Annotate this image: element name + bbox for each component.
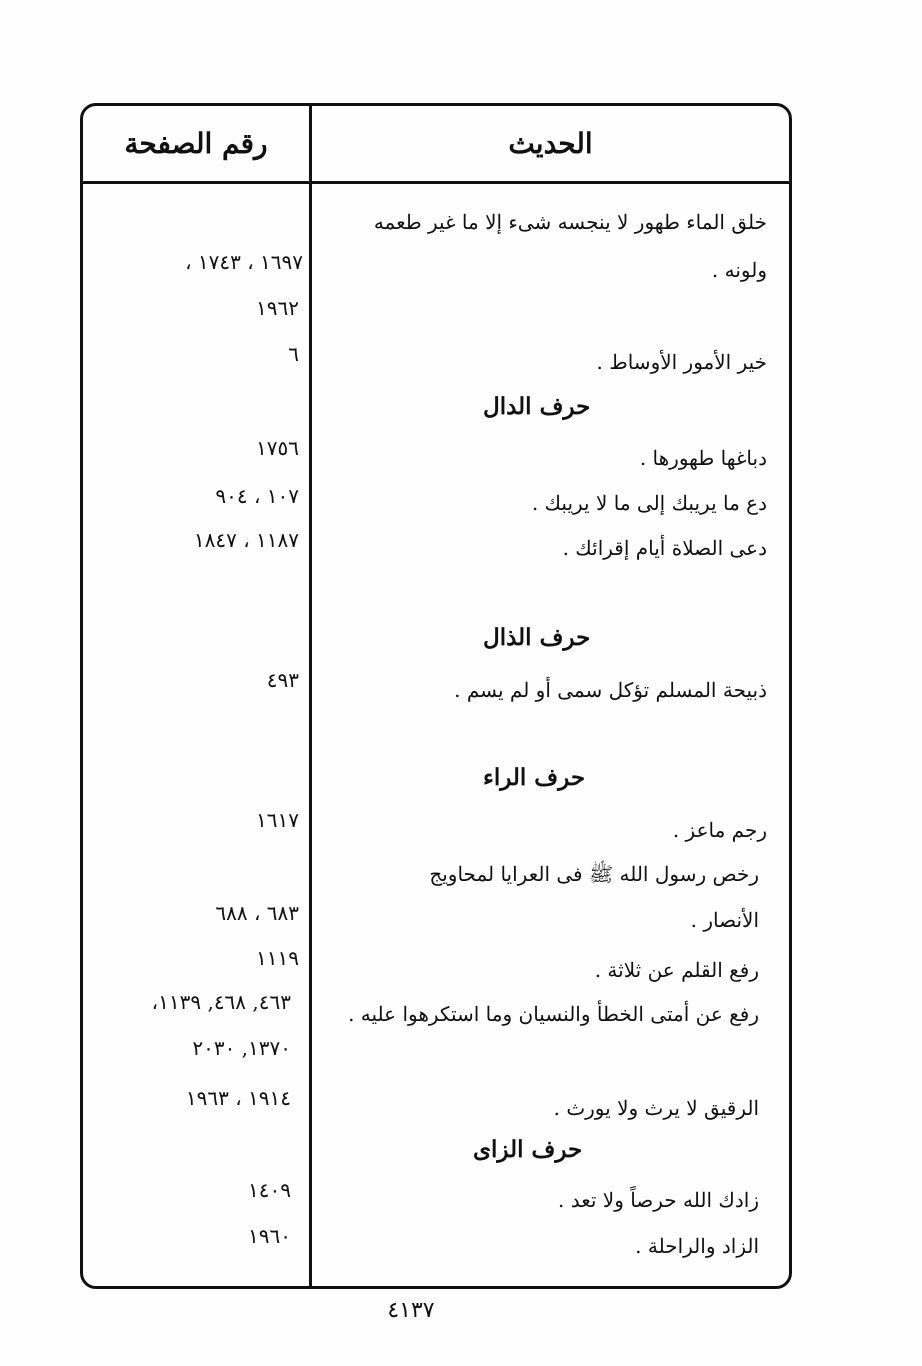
index-table-frame — [80, 103, 792, 1289]
page-refs: ٤٩٣ — [266, 668, 299, 692]
header-page-number — [83, 106, 309, 181]
page-refs: ١٩١٤ ، ١٩٦٣ — [185, 1086, 291, 1110]
section-heading: حرف الدال — [483, 393, 591, 420]
page-refs: ١١١٩ — [256, 946, 299, 970]
page-refs: ١١٨٧ ، ١٨٤٧ — [193, 528, 299, 552]
page-refs: ٦ — [288, 342, 299, 366]
page-refs: ١٦١٧ — [256, 808, 299, 832]
page-refs: ٦٨٣ ، ٦٨٨ — [215, 901, 299, 925]
hadith-line: خير الأمور الأوساط . — [596, 350, 767, 374]
page-refs: ١٩٦٠ — [248, 1224, 291, 1248]
hadith-line: رفع عن أمتى الخطأ والنسيان وما استكرهوا عليه . — [348, 1002, 759, 1026]
hadith-line: الأنصار . — [690, 908, 759, 932]
header-page-label: رقم الصفحة — [124, 127, 268, 160]
section-heading: حرف الذال — [483, 624, 591, 651]
section-heading: حرف الراء — [483, 764, 586, 791]
page-number — [0, 1298, 922, 1323]
page-refs: ١٩٦٢ — [256, 296, 299, 320]
hadith-line: رفع القلم عن ثلاثة . — [594, 958, 759, 982]
hadith-line: رجم ماعز . — [672, 818, 767, 842]
header-rule — [83, 181, 789, 184]
page-refs: ٤٦٣, ٤٦٨, ١١٣٩، — [151, 990, 291, 1014]
hadith-line: دباغها طهورها . — [639, 446, 767, 470]
hadith-line: الرقيق لا يرث ولا يورث . — [553, 1096, 759, 1120]
hadith-line: دعى الصلاة أيام إقرائك . — [562, 536, 767, 560]
hadith-line: زادك الله حرصاً ولا تعد . — [558, 1188, 759, 1212]
section-heading: حرف الزاى — [473, 1136, 583, 1163]
column-divider — [309, 104, 312, 1286]
hadith-line: ولونه . — [711, 258, 767, 282]
hadith-line: رخص رسول الله ﷺ فى العرايا لمحاويج — [429, 862, 759, 886]
hadith-line: ذبيحة المسلم تؤكل سمى أو لم يسم . — [454, 678, 767, 702]
page-number-text: ٤١٣٧ — [387, 1298, 435, 1323]
hadith-line: خلق الماء طهور لا ينجسه شىء إلا ما غير طعمه — [373, 210, 767, 234]
page-refs: ١٦٩٧ ، ١٧٤٣ ، — [185, 250, 303, 274]
hadith-line: الزاد والراحلة . — [635, 1234, 759, 1258]
hadith-line: دع ما يريبك إلى ما لا يريبك . — [531, 491, 767, 515]
page-refs: ١٤٠٩ — [248, 1178, 291, 1202]
page-refs: ١٠٧ ، ٩٠٤ — [215, 484, 299, 508]
page-refs: ١٣٧٠, ٢٠٣٠ — [192, 1036, 291, 1060]
header-hadith — [312, 106, 789, 181]
header-hadith-label: الحديث — [508, 127, 593, 160]
page-refs: ١٧٥٦ — [256, 436, 299, 460]
